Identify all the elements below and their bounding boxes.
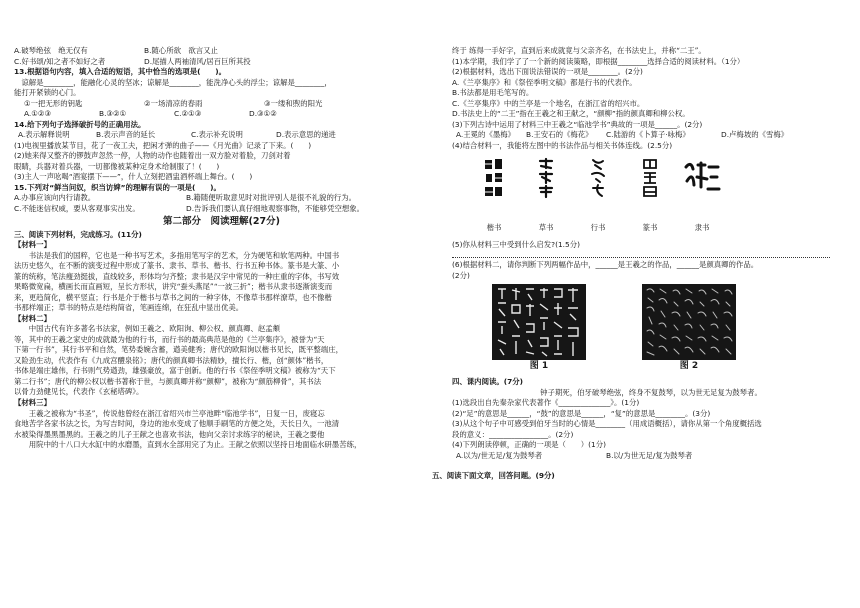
- material-line: 书那样端正；草书的特点是结构简省，笔画连绵，在狂乱中显出优美。: [14, 303, 244, 313]
- q14-option-b: B.表示声音的延长: [96, 130, 156, 140]
- q13-choice-c: C.②①③: [174, 109, 202, 119]
- material-three-text: [14, 409, 429, 451]
- q13-phrase-2: ②一场清凉的春雨: [144, 98, 203, 108]
- material-line: 书法是我们的国粹，它也是一种书写艺术，多指用笔写字的艺术，分为硬笔和软笔两种。中国书: [14, 250, 340, 260]
- passage-question-4: (4)下列朗读停顿，正确的一项是（ ）(1分): [452, 440, 606, 450]
- passage-question-4-option-b: B.以/为世无足/复为鼓琴者: [606, 450, 693, 460]
- section-five-title: 五、阅读下面文章，回答问题。(9分): [432, 471, 555, 481]
- figure-1-image: [492, 284, 586, 360]
- question-2-option-d: D.书法史上的“二王”指在王羲之和王献之，“颜柳”指的颜真卿和柳公权。: [452, 109, 690, 119]
- calligraphy-samples: [474, 157, 850, 199]
- question-3-option-b: B.王安石的《梅花》: [526, 130, 593, 140]
- figure-1-caption: 图 1: [529, 361, 549, 372]
- left-column: [14, 0, 429, 451]
- calligraphy-sample-4: [630, 157, 670, 199]
- q12-option-a: A.破琴绝弦 绝无仅有: [14, 46, 88, 55]
- q13-title: 13.根据语句内容，填入合适的短语，其中恰当的选项是( )。: [14, 67, 227, 77]
- question-1: (1)本学期，我们学了了一个新的阅读策略，即根据________选择合适的阅读材料。（1分）: [452, 56, 745, 66]
- right-column: [432, 0, 850, 482]
- q14-sentence-3: 眼睛，兵器对着兵器，一切都像被某种定身术给制服了！( ): [14, 161, 220, 171]
- question-4: (4)结合材料一，我能将左图中的书法作品与相关书体连线。(2.5分): [452, 140, 673, 150]
- material-line: 法历史悠久，在不断的演变过程中形成了篆书、隶书、草书、楷书、行书五种书体。篆书是大篆、小: [14, 261, 340, 271]
- calligraphy-sample-5: [682, 157, 722, 199]
- material-two-label: 【材料二】: [14, 313, 51, 323]
- calligraphy-label-kaishu: 楷书: [486, 223, 502, 233]
- material-line: 用院中的十八口大水缸中的水磨墨，直到水全部用完了为止。王献之依照以坚持日地面临水研墨苦练，: [14, 440, 362, 450]
- q12-option-d: D.尾描人两袖清风/居百巨所其投: [144, 56, 251, 66]
- material-one-label: 【材料一】: [14, 240, 51, 250]
- material-line: 中国古代有许多著名书法家，例如王羲之、欧阳询、柳公权、颜真卿、赵孟頫: [14, 324, 281, 334]
- calligraphy-figures: [492, 284, 850, 360]
- passage-question-1: (1)选段出自先秦杂家代表著作《______________》。(1分): [452, 398, 640, 408]
- question-6-score: (2分): [452, 270, 470, 280]
- passage-question-4-option-a: A.以为/世无足/复为鼓琴者: [456, 450, 543, 460]
- q13-sentence-1: 谅解是________，能融化心灵的坚冰；谅解是________，能洗净心头的浮尘；谅解是________，: [14, 77, 332, 87]
- question-3-options: [452, 130, 850, 141]
- material-line: 来，更趋简化，横平竖直；行书是介于楷书与草书之间的一种字体，不像草书那样潦草，也不像楷: [14, 292, 332, 302]
- question-3-option-a: A.王冕的《墨梅》: [456, 130, 516, 140]
- q12-options-row2: [14, 57, 429, 68]
- material-line: 篆的统称，笔法瘦劲挺拔，直线较多，形体均匀齐整；隶书是汉字中常见的一种庄重的字体，书写效: [14, 271, 340, 281]
- q13-sentence-2: 能打开紧锁的心门。: [14, 88, 81, 98]
- passage-question-4-options: [452, 451, 850, 462]
- passage-question-3-cont: 段的意义：________________。(2分): [452, 429, 574, 439]
- section-three-title: 三、阅读下列材料，完成练习。(11分): [14, 229, 142, 239]
- question-2: (2)根据材料，选出下面说法错误的一项是________。(2分): [452, 67, 643, 77]
- passage-question-2: (2)“足”的意思是______，“鼓”的意思是______，“复”的意思是________。(3分): [452, 408, 711, 418]
- question-3-option-c: C.陆游的《卜算子·咏梅》: [606, 130, 690, 140]
- material-line: 第二行书”；唐代的柳公权以楷书著称于世，与颜真卿并称“颜柳”，被称为“颜筋柳骨”，其书法: [14, 376, 322, 386]
- calligraphy-label-zhuanshu: 篆书: [642, 223, 658, 233]
- material-line: 王羲之被称为“书圣”，传说他曾经在浙江省绍兴市兰亭池畔“临池学书”，日复一日，废寝忘: [14, 408, 325, 418]
- material-line: 下第一行书”，其行书平和自然，笔势委婉含蓄，遒美健秀；唐代的欧阳询以楷书见长，既平整端庄，: [14, 345, 343, 355]
- question-3-option-d: D.卢梅坡的《雪梅》: [721, 130, 789, 140]
- q13-phrase-1: ①一把无形的钥匙: [24, 98, 83, 108]
- q14-options: [14, 130, 429, 141]
- material-line: 等，其中的王羲之家史的成就最为他的行书，而行书的最高典范是他的《兰亭集序》，被誉为“天: [14, 334, 325, 344]
- question-2-option-c: C.《兰亭集序》中的兰亭是一个地名，在浙江省的绍兴市。: [452, 98, 645, 108]
- material-line: 水被染得墨黑墨黑的。王羲之的儿子王献之也喜欢书法，他向父亲讨求练字的秘诀，王羲之要他: [14, 429, 325, 439]
- q12-option-c: C.好书颂/知之者不如好之者: [14, 56, 106, 66]
- section-four-title: 四、课内阅读。(7分): [452, 376, 524, 386]
- material-three-label: 【材料三】: [14, 397, 51, 407]
- calligraphy-sample-2: [526, 157, 566, 199]
- calligraphy-label-lishu: 隶书: [694, 223, 710, 233]
- q13-choice-d: D.③①②: [249, 109, 277, 119]
- q15-row2: [14, 204, 429, 215]
- calligraphy-sample-1: [474, 157, 514, 199]
- q14-option-c: C.表示补充说明: [191, 130, 243, 140]
- q13-choice-b: B.③②①: [99, 109, 127, 119]
- q15-option-c: C.不能迷信权威，要从客观事实出发。: [14, 203, 140, 213]
- q14-option-d: D.表示意思的递进: [276, 130, 336, 140]
- calligraphy-label-caoshu: 草书: [538, 223, 554, 233]
- material-line: 果略微宽扁，横画长而直画短，呈长方形状，讲究“蚕头燕尾”“一波三折”；楷书从隶书逐渐演变而: [14, 282, 333, 292]
- q13-phrase-3: ③一缕和煦的阳光: [264, 98, 323, 108]
- q15-title: 15.下列对“鲜当问奴，织当访婢”的理解有误的一项是( )。: [14, 182, 221, 192]
- q14-sentence-4: (3)主人一声吆喝“酒宴摆下——”，什人立刻把酒盅酒杯端上舞台。( ): [14, 172, 253, 182]
- q13-choices: [14, 109, 429, 120]
- question-5: (5)你从材料三中受到什么启发?(1.5分): [452, 239, 580, 249]
- material-line: 书体是端庄雄伟，行书则气势遒劲，雄强豪放，富于创新。他的行书《祭侄季明文稿》被称为“天下: [14, 366, 336, 376]
- q14-sentence-2: (2)她来得又整齐的锣鼓声忽然一停，人物的动作也随着出一双方脸对着脸，刀剑对着: [14, 151, 291, 161]
- question-2-option-a: A.《兰亭集序》和《祭侄季明文稿》都是行书的代表作。: [452, 77, 637, 87]
- figure-2-image: [642, 284, 736, 360]
- q13-phrases: [14, 99, 429, 110]
- q15-option-b: B.籍随便听取意见时对批评别人是很不礼貌的行为。: [186, 193, 357, 203]
- passage-question-3: (3)从这个句子中可感受到伯牙当时的心情是________（用成语概括），请你从第一个角度概括选: [452, 419, 762, 429]
- q15-row1: [14, 193, 429, 204]
- material-two-text: [14, 324, 429, 398]
- figure-2-caption: 图 2: [679, 361, 699, 372]
- q12-option-b: B.随心所欲 欲言又止: [144, 46, 218, 55]
- calligraphy-labels: [474, 223, 850, 234]
- figure-captions: [492, 360, 850, 373]
- calligraphy-sample-3: [578, 157, 618, 199]
- q14-option-a: A.表示解释说明: [18, 130, 70, 140]
- material-line: 又险劲生动，代表作有《九成宫醴泉铭》；唐代的颜真卿书法精妙，擅长行、楷，创“颜体”楷书，: [14, 355, 329, 365]
- q15-option-d: D.告诉我们要认真仔细地观察事物，不能够凭空想象。: [186, 203, 365, 213]
- material-one-text: [14, 251, 429, 314]
- q14-title: 14.给下列句子选择破折号的正确用法。: [14, 119, 146, 129]
- material-line: 食地苦学各家书法之长，为写吉时间，身边的池水变成了他顺手刷笔的方便之处，天长日久，一池清: [14, 419, 340, 429]
- classical-passage: 钟子期死，伯牙破琴绝弦，终身不复鼓琴，以为世无足复为鼓琴者。: [540, 387, 762, 397]
- q12-options-row1: [14, 46, 429, 57]
- material-line: 以骨力劲健见长，代表作《玄秘塔碑》。: [14, 387, 144, 397]
- material-three-continued: 终于 练得一手好字，直到后来成就竟与父亲齐名，在书法史上，并称“二王”。: [452, 46, 706, 55]
- part-two-title: 第二部分 阅读理解(27分): [163, 216, 280, 228]
- question-2-option-b: B.书法都是用毛笔写的。: [452, 88, 534, 98]
- q14-sentence-1: (1)电视里播放某节目，花了一夜工夫，把闲才弹的曲子——《月光曲》记录了下来。( ): [14, 140, 312, 150]
- q15-option-a: A.办事应该向内行请教。: [14, 193, 96, 203]
- question-3: (3)下列古诗中运用了材料三中王羲之“临池学书”典故的一项是______。(2分): [452, 119, 703, 129]
- q13-choice-a: A.①②③: [24, 109, 52, 119]
- calligraphy-label-xingshu: 行书: [590, 223, 606, 233]
- question-5-answer-line: [452, 250, 830, 258]
- question-6: (6)根据材料二，请你判断下列两幅作品中，______是王羲之的作品，______是颜真卿的作品。: [452, 260, 759, 270]
